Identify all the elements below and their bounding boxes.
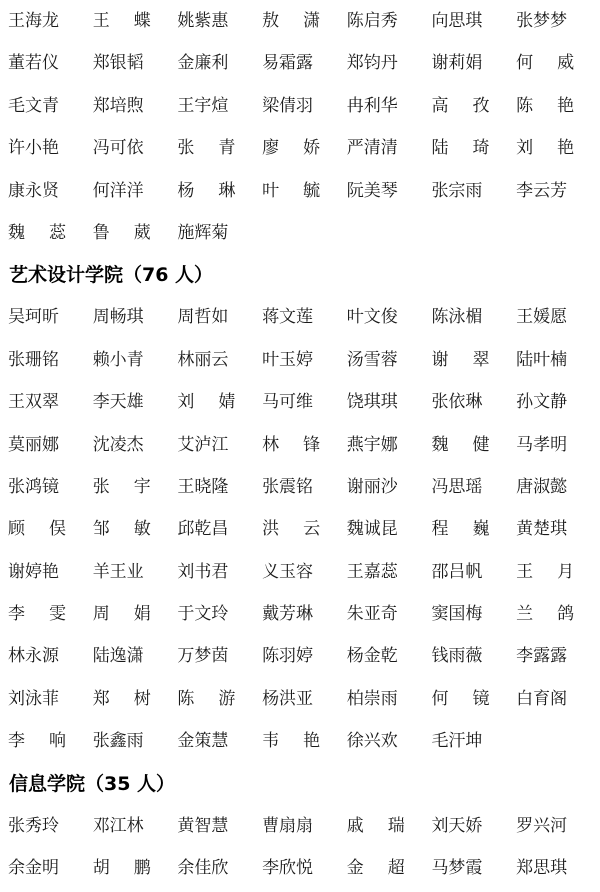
- name-entry: 胡 鹏: [92, 858, 151, 879]
- name-entry: 郑 树: [92, 688, 151, 709]
- name-entry: 马可维: [262, 392, 314, 413]
- name-entry: 姚紫惠: [177, 11, 229, 31]
- name-entry: 陈启秀: [346, 11, 398, 31]
- name-entry: 黄智慧: [177, 815, 229, 836]
- section-information: [0, 763, 600, 890]
- name-entry: 郑培煦: [92, 95, 144, 116]
- name-entry: 陈 游: [177, 688, 236, 709]
- name-entry: 林 锋: [262, 434, 321, 455]
- name-entry: 廖 娇: [262, 138, 321, 159]
- section-heading: 艺术设计学院（76 人）: [9, 264, 214, 287]
- name-entry: 金 超: [346, 858, 405, 879]
- name-entry: 许小艳: [8, 138, 59, 159]
- name-entry: 于文玲: [177, 604, 229, 625]
- name-entry: 张 宇: [92, 476, 151, 497]
- name-entry: 刘 婧: [177, 392, 236, 413]
- section-continued: [0, 0, 600, 254]
- name-entry: 柏崇雨: [346, 688, 398, 709]
- name-entry: 黄楚琪: [516, 519, 568, 540]
- name-entry: 刘天娇: [431, 815, 483, 836]
- name-entry: 王嘉蕊: [346, 561, 398, 582]
- name-entry: 张珊铭: [8, 349, 59, 370]
- name-entry: 林永源: [8, 646, 59, 667]
- name-entry: 李 雯: [8, 604, 66, 625]
- name-entry: 谢婷艳: [8, 561, 59, 582]
- section-heading: 信息学院（35 人）: [9, 772, 176, 795]
- name-entry: 王宇煊: [177, 95, 229, 116]
- name-entry: 金廉利: [177, 53, 229, 74]
- name-entry: 张 青: [177, 138, 236, 159]
- name-entry: 燕宇娜: [346, 434, 398, 455]
- name-entry: 梁倩羽: [262, 95, 314, 116]
- name-entry: 韦 艳: [262, 731, 321, 752]
- name-entry: 陆逸潇: [92, 646, 144, 667]
- name-entry: 汤雪蓉: [346, 349, 398, 370]
- name-entry: 郑银韬: [92, 53, 144, 74]
- name-entry: 叶 毓: [262, 180, 321, 201]
- name-entry: 冯可依: [92, 138, 144, 159]
- name-entry: 邓江林: [92, 815, 144, 836]
- name-entry: 邱乾昌: [177, 519, 229, 540]
- name-entry: 毛文青: [8, 95, 59, 116]
- name-entry: 刘 艳: [516, 138, 575, 159]
- name-entry: 李云芳: [516, 180, 568, 201]
- name-entry: 郑思琪: [516, 858, 568, 879]
- name-entry: 周畅琪: [92, 307, 144, 328]
- name-entry: 李露露: [516, 646, 568, 667]
- name-entry: 陈羽婷: [262, 646, 314, 667]
- name-entry: 马孝明: [516, 434, 568, 455]
- name-entry: 谢丽沙: [346, 476, 398, 497]
- name-entry: 敖 潇: [262, 11, 321, 31]
- name-entry: 孙文静: [516, 392, 568, 413]
- name-entry: 顾 俣: [8, 519, 66, 540]
- name-entry: 张宗雨: [431, 180, 483, 201]
- name-entry: 李 响: [8, 731, 66, 752]
- name-entry: 陈 艳: [516, 95, 575, 116]
- name-entry: 邹 敏: [92, 519, 151, 540]
- name-entry: 洪 云: [262, 519, 321, 540]
- name-entry: 张震铭: [262, 476, 314, 497]
- name-entry: 张鑫雨: [92, 731, 144, 752]
- name-entry: 徐兴欢: [346, 731, 398, 752]
- name-entry: 魏诚昆: [346, 519, 398, 540]
- name-entry: 白育阁: [516, 688, 568, 709]
- name-entry: 李天雄: [92, 392, 144, 413]
- name-entry: 朱亚奇: [346, 604, 398, 625]
- name-entry: 张秀玲: [8, 815, 59, 836]
- name-entry: 戴芳琳: [262, 604, 314, 625]
- name-entry: 王 月: [516, 561, 575, 582]
- name-entry: 叶文俊: [346, 307, 398, 328]
- name-entry: 兰 鸽: [516, 604, 575, 625]
- name-grid: [0, 805, 600, 890]
- name-entry: 周哲如: [177, 307, 229, 328]
- name-entry: 义玉容: [262, 561, 314, 582]
- name-entry: 杨 琳: [177, 180, 236, 201]
- name-entry: 冉利华: [346, 95, 398, 116]
- name-entry: 张梦梦: [516, 11, 568, 31]
- name-entry: 饶琪琪: [346, 392, 398, 413]
- name-entry: 周 娟: [92, 604, 151, 625]
- name-entry: 鲁 葳: [92, 222, 151, 243]
- name-entry: 陆 琦: [431, 138, 490, 159]
- name-entry: 毛汗坤: [431, 731, 483, 752]
- name-entry: 张鸿镜: [8, 476, 59, 497]
- name-entry: 陆叶楠: [516, 349, 568, 370]
- name-entry: 魏 健: [431, 434, 490, 455]
- name-entry: 吴珂昕: [8, 307, 59, 328]
- name-entry: 沈凌杰: [92, 434, 144, 455]
- name-entry: 莫丽娜: [8, 434, 59, 455]
- name-entry: 何洋洋: [92, 180, 144, 201]
- name-entry: 万梦茵: [177, 646, 229, 667]
- name-entry: 罗兴河: [516, 815, 568, 836]
- name-entry: 何 镜: [431, 688, 490, 709]
- name-entry: 叶玉婷: [262, 349, 314, 370]
- name-entry: 魏 蕊: [8, 222, 66, 243]
- name-entry: 杨金乾: [346, 646, 398, 667]
- name-entry: 钱雨薇: [431, 646, 483, 667]
- name-entry: 王海龙: [8, 11, 59, 31]
- name-entry: 羊王业: [92, 561, 144, 582]
- name-entry: 王晓隆: [177, 476, 229, 497]
- name-entry: 蒋文莲: [262, 307, 314, 328]
- name-entry: 窦国梅: [431, 604, 483, 625]
- name-entry: 王媛愿: [516, 307, 568, 328]
- name-entry: 余佳欣: [177, 858, 229, 879]
- name-entry: 曹扇扇: [262, 815, 314, 836]
- name-entry: 康永贤: [8, 180, 59, 201]
- name-entry: 冯思瑶: [431, 476, 483, 497]
- name-entry: 刘泳菲: [8, 688, 59, 709]
- name-entry: 戚 瑞: [346, 815, 405, 836]
- name-entry: 严清清: [346, 138, 398, 159]
- name-entry: 刘书君: [177, 561, 229, 582]
- name-entry: 金策慧: [177, 731, 229, 752]
- name-entry: 林丽云: [177, 349, 229, 370]
- name-grid: [0, 296, 600, 762]
- name-entry: 易霜露: [262, 53, 314, 74]
- name-entry: 向思琪: [431, 11, 483, 31]
- name-grid: [0, 0, 600, 254]
- name-entry: 谢莉娟: [431, 53, 483, 74]
- name-entry: 唐淑懿: [516, 476, 568, 497]
- name-entry: 程 巍: [431, 519, 490, 540]
- name-entry: 张依琳: [431, 392, 483, 413]
- name-entry: 赖小青: [92, 349, 144, 370]
- name-entry: 余金明: [8, 858, 59, 879]
- name-entry: 杨洪亚: [262, 688, 314, 709]
- section-art-design: [0, 254, 600, 762]
- name-entry: 王双翠: [8, 392, 59, 413]
- name-entry: 邵吕帆: [431, 561, 483, 582]
- name-entry: 谢 翠: [431, 349, 490, 370]
- name-entry: 施辉菊: [177, 222, 229, 243]
- name-entry: 郑钧丹: [346, 53, 398, 74]
- name-entry: 阮美琴: [346, 180, 398, 201]
- name-entry: 李欣悦: [262, 858, 314, 879]
- name-entry: 董若仪: [8, 53, 59, 74]
- name-entry: 陈泳楣: [431, 307, 483, 328]
- name-entry: 何 威: [516, 53, 575, 74]
- name-entry: 高 孜: [431, 95, 490, 116]
- name-entry: 王 蝶: [92, 11, 151, 31]
- name-entry: 马梦霞: [431, 858, 483, 879]
- name-entry: 艾泸江: [177, 434, 229, 455]
